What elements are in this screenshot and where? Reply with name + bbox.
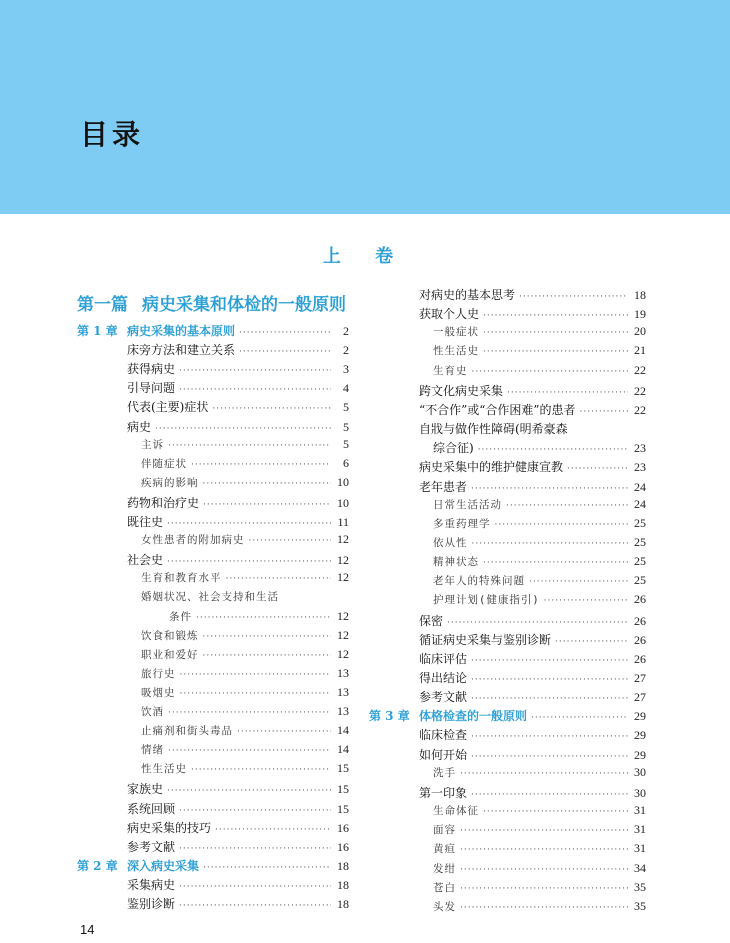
entry-page-number: 22 [634,383,646,398]
entry-title: 情绪 [141,744,164,757]
entry-page-number: 14 [337,742,349,757]
toc-entry-row[interactable] [433,899,646,918]
entry-title: 获取个人史 [419,307,480,322]
entry-page-number: 5 [343,436,349,451]
entry-page-number: 23 [634,441,646,456]
entry-title: 护理计划(健康指引) [433,594,540,607]
toc-entry-row[interactable] [433,573,646,592]
dot-leader [179,901,331,911]
dot-leader [460,903,628,913]
dot-leader [471,484,628,494]
toc-entry-row[interactable] [127,398,349,417]
entry-page-number: 24 [634,479,646,494]
entry-title: 疾病的影响 [141,476,199,489]
entry-title: 既往史 [127,515,164,529]
entry-page-number: 20 [634,324,646,339]
part-title: 病史采集和体检的一般原则 [142,295,346,315]
toc-entry-row[interactable] [141,437,349,456]
entry-title: 旅行史 [141,667,176,680]
entry-title: 采集病史 [127,877,176,892]
toc-entry-row[interactable] [127,876,349,895]
entry-page-number: 15 [337,761,349,776]
toc-entry-row[interactable] [127,895,349,914]
dot-leader [471,790,628,800]
toc-entry-row[interactable] [433,803,646,822]
entry-title: 洗手 [433,766,456,779]
entry-title: 面容 [433,824,456,837]
toc-entry-row[interactable] [419,478,646,497]
part-label: 第一篇 [77,295,128,315]
dot-leader [203,479,332,489]
dot-leader [471,675,628,685]
entry-page-number: 13 [337,704,349,718]
toc-entry-row[interactable] [433,535,646,554]
entry-page-number: 35 [634,879,646,894]
toc-entry-row[interactable] [141,723,349,742]
entry-page-number: 12 [337,532,349,547]
dot-leader [155,424,331,434]
toc-entry-row[interactable] [433,841,646,860]
entry-page-number: 26 [634,632,646,647]
entry-page-number: 18 [337,897,349,911]
entry-title: 生命体征 [433,805,479,818]
volume-label: 上 卷 [322,246,408,267]
dot-leader [460,845,628,855]
entry-page-number: 25 [634,515,646,530]
entry-title: 条件 [169,610,192,623]
toc-entry-row[interactable] [433,439,646,458]
entry-page-number: 26 [634,651,646,666]
entry-page-number: 25 [634,534,646,549]
toc-entry-row[interactable] [141,761,349,780]
toc-entry-row[interactable] [433,516,646,535]
dot-leader [168,746,331,756]
toc-entry-row[interactable] [433,880,646,899]
entry-title: 病史 [127,419,152,434]
entry-page-number: 31 [634,803,646,818]
toc-entry-row[interactable] [419,669,646,688]
entry-page-number: 12 [337,627,349,642]
toc-entry-row[interactable] [141,589,349,608]
toc-entry-row[interactable] [433,363,646,382]
entry-page-number: 29 [634,728,646,743]
entry-title: 饮食和锻炼 [141,629,199,642]
dot-leader [447,618,628,628]
entry-page-number: 5 [343,419,349,434]
dot-leader [460,865,628,875]
dot-leader [212,404,331,414]
chapter-number: 第 2 章 [77,858,118,873]
dot-leader [191,460,331,470]
entry-title: “不合作”或“合作困难”的患者 [419,402,576,417]
entry-page-number: 6 [343,455,349,470]
dot-leader [506,501,628,511]
entry-title: 参考文献 [419,690,468,705]
entry-page-number: 12 [337,646,349,661]
entry-title: 老年人的特殊问题 [433,575,525,588]
entry-page-number: 30 [634,785,646,800]
dot-leader [180,689,332,699]
dot-leader [472,367,629,377]
entry-page-number: 3 [343,362,349,377]
dot-leader [580,407,628,417]
entry-page-number: 31 [634,841,646,856]
dot-leader [239,328,331,338]
entry-page-number: 4 [343,381,349,396]
entry-page-number: 2 [343,343,349,358]
toc-entry-row[interactable] [127,800,349,819]
entry-page-number: 21 [634,343,646,358]
dot-leader [483,347,628,357]
toc-entry-row[interactable] [141,570,349,589]
entry-page-number: 35 [634,898,646,913]
entry-title: 老年患者 [419,479,468,494]
dot-leader [460,769,628,779]
dot-leader [168,708,331,718]
toc-entry-row[interactable] [419,784,646,803]
dot-leader [483,311,628,321]
entry-title: 女性患者的附加病史 [141,534,245,547]
toc-entry-row[interactable] [419,612,646,631]
toc-entry-row[interactable] [127,341,349,360]
toc-entry-row[interactable] [169,609,349,628]
entry-title: 第一印象 [419,785,468,800]
dot-leader [167,786,331,796]
entry-page-number: 5 [343,400,349,415]
entry-title: 头发 [433,900,456,913]
toc-entry-row[interactable] [141,666,349,685]
toc-entry-row[interactable] [419,382,646,401]
entry-page-number: 12 [337,608,349,623]
dot-leader [471,752,628,762]
entry-title: 得出结论 [419,671,468,685]
dot-leader [555,637,628,647]
dot-leader [567,464,628,474]
toc-entry-row[interactable] [127,513,349,532]
entry-title: 系统回顾 [127,801,176,816]
dot-leader [483,558,628,568]
dot-leader [471,656,628,666]
toc-entry-row[interactable] [419,726,646,745]
toc-entry-row[interactable] [141,685,349,704]
dot-leader [239,347,331,357]
entry-title: 临床检查 [419,728,468,743]
entry-page-number: 26 [634,613,646,628]
toc-entry-row[interactable] [433,554,646,573]
dot-leader [203,632,332,642]
toc-entry-row[interactable] [419,746,646,765]
entry-page-number: 23 [634,460,646,475]
toc-chapter-row[interactable] [77,857,349,876]
toc-entry-row[interactable] [419,420,646,439]
toc-entry-row[interactable] [433,822,646,841]
dot-leader [203,863,331,873]
toc-chapter-row[interactable] [369,707,646,726]
toc-entry-row[interactable] [419,458,646,477]
entry-title: 体格检查的一般原则 [419,709,528,724]
entry-title: 多重药理学 [433,517,491,530]
entry-title: 药物和治疗史 [127,495,200,510]
entry-page-number: 18 [337,877,349,892]
entry-title: 日常生活活动 [433,498,502,511]
entry-page-number: 34 [634,860,646,875]
entry-page-number: 26 [634,592,646,607]
entry-title: 主诉 [141,438,164,451]
entry-page-number: 29 [634,747,646,762]
entry-title: 吸烟史 [141,686,176,699]
toc-entry-row[interactable] [127,379,349,398]
entry-page-number: 29 [634,709,646,724]
entry-title: 一般症状 [433,326,479,339]
dot-leader [191,765,331,775]
toc-entry-row[interactable] [127,360,349,379]
toc-entry-row[interactable] [141,742,349,761]
entry-page-number: 15 [337,782,349,797]
page-number: 14 [80,922,95,937]
entry-page-number: 22 [634,362,646,377]
entry-page-number: 15 [337,801,349,816]
dot-leader [179,844,331,854]
entry-page-number: 25 [634,554,646,569]
page-title: 目录 [80,118,145,151]
entry-page-number: 12 [337,570,349,585]
entry-page-number: 11 [337,515,349,529]
toc-entry-row[interactable] [419,631,646,650]
dot-leader [215,825,331,835]
entry-page-number: 2 [343,324,349,338]
entry-title: 止痛剂和街头毒品 [141,725,233,738]
dot-leader [167,557,331,567]
entry-title: 参考文献 [127,839,176,854]
toc-entry-row[interactable] [433,343,646,362]
entry-title: 鉴别诊断 [127,897,176,911]
entry-page-number: 27 [634,671,646,685]
part-heading [77,290,360,315]
toc-entry-row[interactable] [433,765,646,784]
toc-entry-row[interactable] [419,286,646,305]
dot-leader [472,539,629,549]
chapter-number: 第 1 章 [77,324,118,338]
entry-title: 生育史 [433,364,468,377]
dot-leader [460,826,628,836]
toc-entry-row[interactable] [141,647,349,666]
entry-page-number: 13 [337,665,349,680]
toc-entry-row[interactable] [419,688,646,707]
entry-title: 临床评估 [419,651,468,666]
toc-entry-row[interactable] [433,861,646,880]
toc-entry-row[interactable] [127,551,349,570]
toc-entry-row[interactable] [141,628,349,647]
toc-entry-row[interactable] [433,592,646,611]
entry-title: 生育和教育水平 [141,572,222,585]
entry-title: 饮酒 [141,706,164,718]
entry-title: 精神状态 [433,556,479,569]
dot-leader [196,613,331,623]
entry-title: 发绀 [433,862,456,875]
toc-entry-row[interactable] [433,497,646,516]
toc-entry-row[interactable] [127,838,349,857]
dot-leader [471,732,628,742]
header-banner [0,0,730,214]
entry-title: 床旁方法和建立关系 [127,343,236,358]
entry-page-number: 16 [337,820,349,835]
entry-page-number: 10 [337,495,349,510]
dot-leader [167,519,331,529]
entry-page-number: 31 [634,822,646,837]
toc-entry-row[interactable] [127,418,349,437]
dot-leader [226,574,332,584]
dot-leader [179,366,331,376]
entry-page-number: 13 [337,684,349,699]
dot-leader [237,727,331,737]
dot-leader [179,385,331,395]
entry-page-number: 12 [337,553,349,568]
dot-leader [519,292,628,302]
toc-entry-row[interactable] [141,475,349,494]
entry-title: 性生活史 [141,763,187,776]
dot-leader [483,807,628,817]
entry-title: 性生活史 [433,345,479,358]
dot-leader [180,670,332,680]
dot-leader [179,806,331,816]
entry-title: 代表(主要)症状 [127,400,209,415]
dot-leader [483,328,628,338]
dot-leader [203,651,332,661]
toc-entry-row[interactable] [127,819,349,838]
entry-page-number: 22 [634,402,646,417]
entry-title: 如何开始 [419,747,468,762]
entry-title: 职业和爱好 [141,648,199,661]
toc-entry-row[interactable] [419,650,646,669]
dot-leader [179,882,331,892]
entry-page-number: 27 [634,690,646,705]
entry-title: 对病史的基本思考 [419,288,516,302]
entry-title: 苍白 [433,881,456,894]
entry-title: 获得病史 [127,362,176,377]
chapter-number: 第 3 章 [369,709,410,724]
entry-page-number: 30 [634,764,646,779]
entry-page-number: 10 [337,474,349,489]
toc-entry-row[interactable] [419,401,646,420]
toc-entry-row[interactable] [433,324,646,343]
entry-title: 病史采集的基本原则 [127,324,236,338]
dot-leader [544,596,628,606]
entry-page-number: 25 [634,573,646,588]
dot-leader [478,445,628,455]
entry-title: 深入病史采集 [127,858,200,873]
entry-page-number: 19 [634,307,646,322]
dot-leader [495,520,629,530]
toc-chapter-row[interactable] [77,322,349,341]
dot-leader [531,713,628,723]
entry-title: 引导问题 [127,381,176,396]
entry-title: 自戕与做作性障碍(明希豪森 [419,422,568,437]
toc-entry-row[interactable] [127,494,349,513]
entry-title: 家族史 [127,782,164,797]
entry-title: 社会史 [127,553,164,568]
toc-entry-row[interactable] [141,532,349,551]
toc-entry-row[interactable] [127,780,349,799]
toc-entry-row[interactable] [141,456,349,475]
entry-title: 依从性 [433,536,468,549]
entry-title: 保密 [419,613,444,628]
entry-title: 病史采集的技巧 [127,820,212,835]
entry-page-number: 18 [634,288,646,302]
entry-title: 伴随症状 [141,457,187,470]
entry-title: 循证病史采集与鉴别诊断 [419,632,552,647]
entry-title: 跨文化病史采集 [419,383,504,398]
entry-title: 综合征) [433,441,474,456]
entry-page-number: 14 [337,723,349,738]
dot-leader [471,694,628,704]
dot-leader [507,388,628,398]
entry-title: 病史采集中的维护健康宣教 [419,460,564,475]
dot-leader [168,441,331,451]
dot-leader [203,500,331,510]
entry-page-number: 24 [634,496,646,511]
toc-entry-row[interactable] [141,704,349,723]
entry-page-number: 16 [337,839,349,854]
dot-leader [529,577,628,587]
entry-title: 黄疸 [433,843,456,856]
dot-leader [249,536,332,546]
dot-leader [460,884,628,894]
entry-title: 婚姻状况、社会支持和生活 [141,591,279,604]
entry-page-number: 18 [337,858,349,873]
toc-entry-row[interactable] [419,305,646,324]
